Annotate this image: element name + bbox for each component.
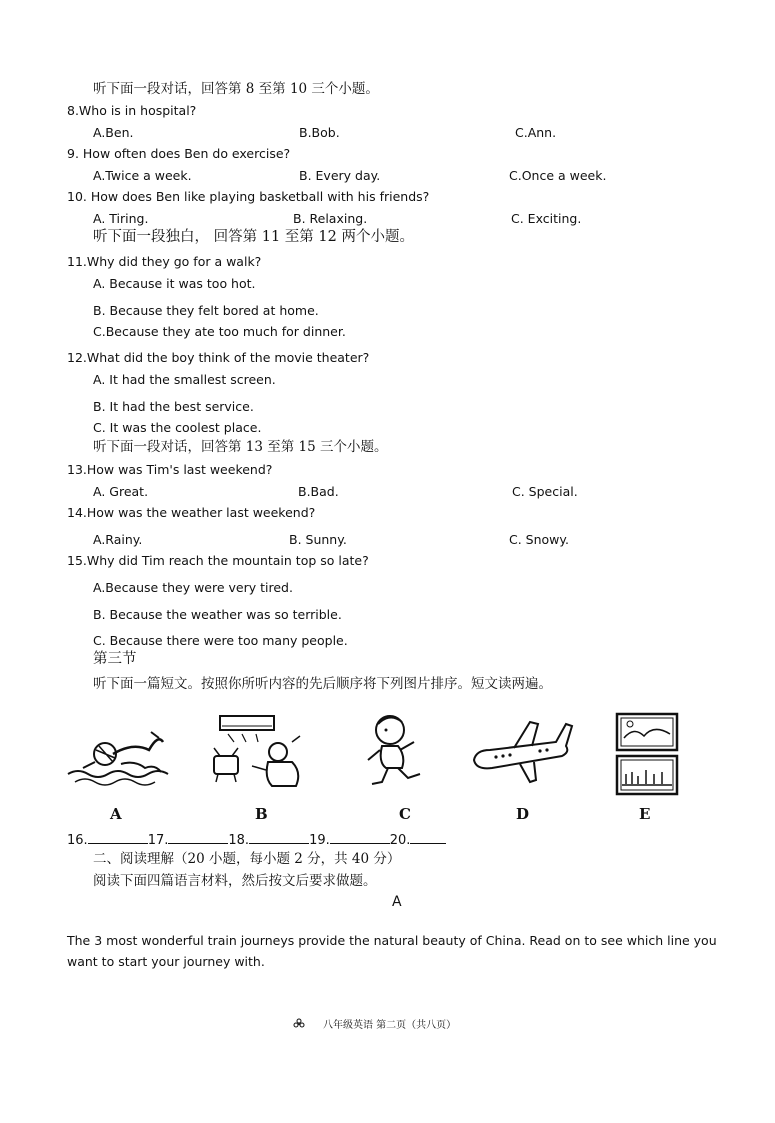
option-10b: B. Relaxing. xyxy=(293,211,368,226)
question-13: 13.How was Tim's last weekend? xyxy=(67,462,273,477)
running-boy-icon xyxy=(360,712,440,797)
blank-20[interactable] xyxy=(410,831,446,844)
option-15b: B. Because the weather was so terrible. xyxy=(93,607,342,622)
option-12c: C. It was the coolest place. xyxy=(93,420,262,435)
question-8: 8.Who is in hospital? xyxy=(67,103,197,118)
question-9: 9. How often does Ben do exercise? xyxy=(67,146,291,161)
blank-17-label: 17. xyxy=(147,833,169,848)
option-9a: A.Twice a week. xyxy=(93,168,192,183)
page-footer xyxy=(293,1016,456,1033)
picture-label-c: C xyxy=(399,805,411,823)
airplane-icon xyxy=(470,712,575,792)
option-11a: A. Because it was too hot. xyxy=(93,276,256,291)
option-14a: A.Rainy. xyxy=(93,532,143,547)
picture-label-e: E xyxy=(639,805,651,823)
question-12: 12.What did the boy think of the movie theater? xyxy=(67,350,370,365)
option-15c: C. Because there were too many people. xyxy=(93,633,348,648)
picture-label-b: B xyxy=(255,805,268,823)
option-10a: A. Tiring. xyxy=(93,211,149,226)
option-14b: B. Sunny. xyxy=(289,532,347,547)
part3-instruction: 听下面一篇短文。按照你所听内容的先后顺序将下列图片排序。短文读两遍。 xyxy=(93,676,552,692)
picture-label-d: D xyxy=(516,805,530,823)
instruction-8-10: 听下面一段对话，回答第 8 至第 10 三个小题。 xyxy=(93,81,379,97)
blank-19-label: 19. xyxy=(309,833,330,848)
instruction-11-12: 听下面一段独白， 回答第 11 至第 12 两个小题。 xyxy=(93,229,414,245)
blank-17[interactable] xyxy=(168,831,228,844)
option-13b: B.Bad. xyxy=(298,484,339,499)
question-10: 10. How does Ben like playing basketball with his friends? xyxy=(67,189,430,204)
answer-blanks xyxy=(67,831,446,849)
option-11c: C.Because they ate too much for dinner. xyxy=(93,324,346,339)
blank-16-label: 16. xyxy=(67,833,88,848)
blank-16[interactable] xyxy=(88,831,148,844)
question-15: 15.Why did Tim reach the mountain top so late? xyxy=(67,553,369,568)
blank-18[interactable] xyxy=(249,831,309,844)
part3-title: 第三节 xyxy=(93,651,137,667)
photo-frames-icon xyxy=(614,712,680,798)
option-9c: C.Once a week. xyxy=(509,168,607,183)
swimming-icon xyxy=(63,712,183,792)
option-8a: A.Ben. xyxy=(93,125,134,140)
picture-label-a: A xyxy=(110,805,122,823)
blank-18-label: 18. xyxy=(228,833,250,848)
option-12a: A. It had the smallest screen. xyxy=(93,372,276,387)
blank-19[interactable] xyxy=(330,831,390,844)
passage-label: A xyxy=(392,894,402,910)
flower-icon xyxy=(293,1018,305,1033)
option-14c: C. Snowy. xyxy=(509,532,569,547)
reading-title: 二、阅读理解（20 小题，每小题 2 分，共 40 分） xyxy=(93,851,401,867)
option-8b: B.Bob. xyxy=(299,125,340,140)
reading-instruction: 阅读下面四篇语言材料，然后按文后要求做题。 xyxy=(93,873,377,889)
footer-text: 八年级英语 第二页（共八页） xyxy=(323,1020,457,1031)
option-12b: B. It had the best service. xyxy=(93,399,254,414)
option-8c: C.Ann. xyxy=(515,125,557,140)
option-13a: A. Great. xyxy=(93,484,149,499)
passage-text: The 3 most wonderful train journeys provide the natural beauty of China. Read on to see which line you want to start your journey with. xyxy=(67,933,717,969)
option-11b: B. Because they felt bored at home. xyxy=(93,303,319,318)
option-9b: B. Every day. xyxy=(299,168,381,183)
option-13c: C. Special. xyxy=(512,484,578,499)
fan-and-tv-icon xyxy=(208,712,318,792)
question-11: 11.Why did they go for a walk? xyxy=(67,254,262,269)
option-10c: C. Exciting. xyxy=(511,211,582,226)
option-15a: A.Because they were very tired. xyxy=(93,580,293,595)
blank-20-label: 20. xyxy=(389,833,411,848)
instruction-13-15: 听下面一段对话，回答第 13 至第 15 三个小题。 xyxy=(93,439,388,455)
question-14: 14.How was the weather last weekend? xyxy=(67,505,316,520)
